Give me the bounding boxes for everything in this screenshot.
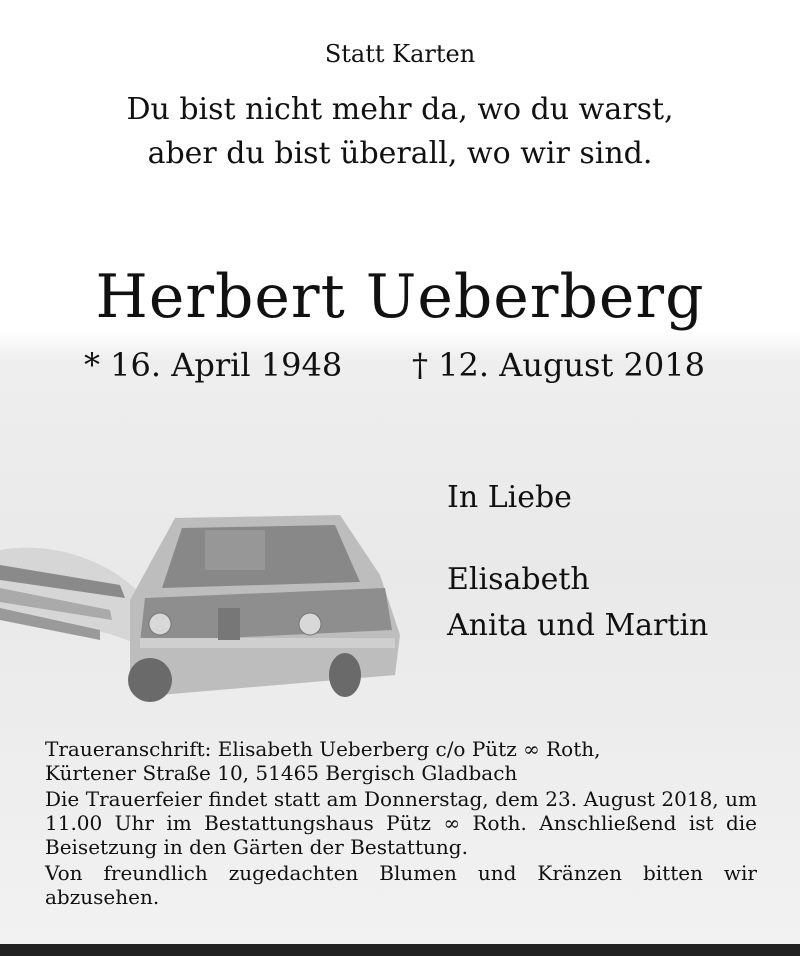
flowers-request: Von freundlich zugedachten Blumen und Kränzen bitten wir abzusehen. xyxy=(45,861,757,909)
funeral-address-line-2: Kürtener Straße 10, 51465 Bergisch Gladbach xyxy=(45,761,518,785)
statt-karten-label: Statt Karten xyxy=(324,40,476,68)
memorial-quote xyxy=(0,88,800,176)
race-car-photo xyxy=(0,470,430,720)
deceased-name: Herbert Ueberberg xyxy=(95,262,705,332)
notice-footer xyxy=(45,737,757,909)
in-love-label: In Liebe xyxy=(447,480,572,515)
quote-line-1: Du bist nicht mehr da, wo du warst, xyxy=(126,92,674,127)
death-date: † 12. August 2018 xyxy=(412,346,705,384)
ceremony-info: Die Trauerfeier findet statt am Donnerstag, dem 23. August 2018, um 11.00 Uhr im Bestattungshaus Pütz ∞ Roth. Anschließend ist die Beisetzung in den Gärten der Bestattung. xyxy=(45,787,757,859)
birth-date: * 16. April 1948 xyxy=(84,346,343,384)
bottom-border xyxy=(0,944,800,956)
mourner-name-1: Elisabeth xyxy=(447,562,590,597)
mourner-name-2: Anita und Martin xyxy=(447,608,709,643)
funeral-address-line-1: Traueranschrift: Elisabeth Ueberberg c/o Pütz ∞ Roth, xyxy=(45,737,601,761)
quote-line-2: aber du bist überall, wo wir sind. xyxy=(147,136,653,171)
